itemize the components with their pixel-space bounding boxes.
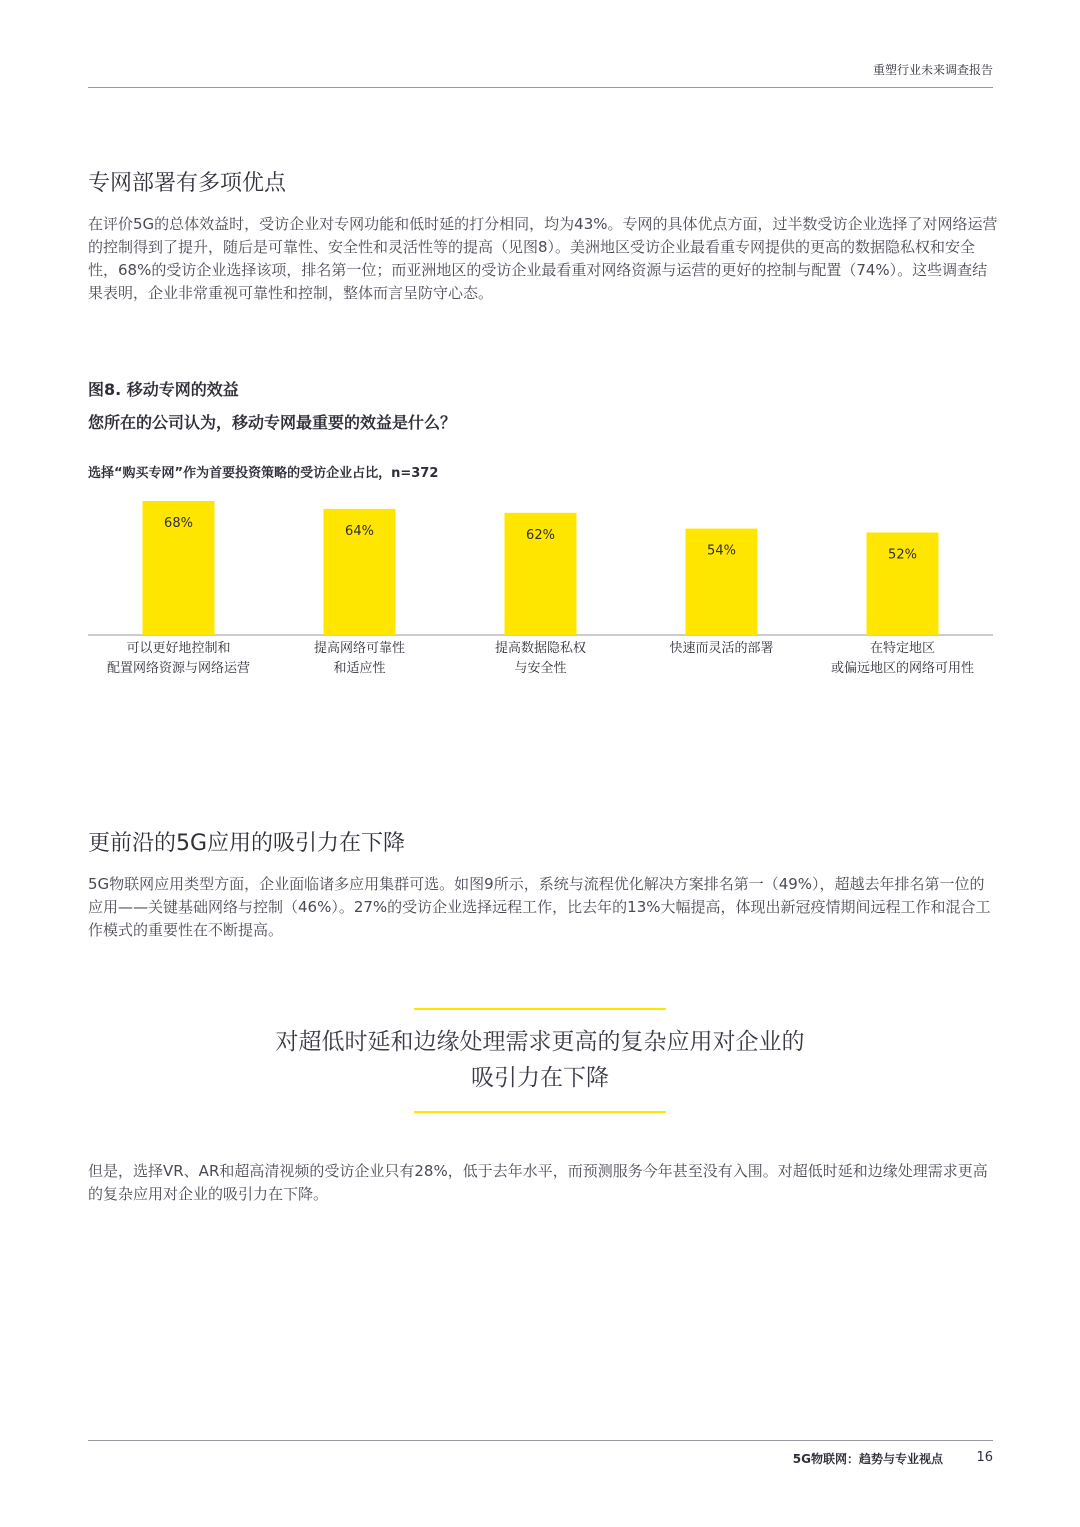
category-label-3-line-2: 与安全性 xyxy=(514,661,567,676)
section-heading-private-network: 专网部署有多项优点 xyxy=(88,171,287,196)
category-label-5 xyxy=(813,639,993,679)
figure-note: 选择“购买专网”作为首要投资策略的受访企业占比，n=372 xyxy=(88,466,439,481)
category-label-2-line-2: 和适应性 xyxy=(333,661,386,676)
category-label-4 xyxy=(632,639,812,659)
footer-divider xyxy=(88,1440,993,1441)
category-label-5-line-2: 或偏远地区的网络可用性 xyxy=(830,661,974,676)
section-paragraph-private-network: 在评价5G的总体效益时，受访企业对专网功能和低时延的打分相同，均为43%。专网的具体优点方面，过半数受访企业选择了对网络运营的控制得到了提升，随后是可靠性、安全性和灵活性等的提高（见图8）。美洲地区受访企业最看重专网提供的更高的数据隐私权和安全性，68%的受访企业选择该项，排名第一位；而亚洲地区的受访企业最看重对网络资源与运营的更好的控制与配置（74%）。这些调查结果表明，企业非常重视可靠性和控制，整体而言呈防守心态。 xyxy=(88,215,998,302)
pull-quote xyxy=(150,1024,930,1096)
quote-top-rule xyxy=(414,1008,666,1010)
section-paragraph-5g-apps: 5G物联网应用类型方面，企业面临诸多应用集群可选。如图9所示，系统与流程优化解决方案排名第一（49%），超越去年排名第一位的应用——关键基础网络与控制（46%）。27%的受访企业选择远程工作，比去年的13%大幅提高，体现出新冠疫情期间远程工作和混合工作模式的重要性在不断提高。 xyxy=(88,875,991,939)
category-label-3-line-1: 提高数据隐私权 xyxy=(494,641,586,656)
category-label-3 xyxy=(451,639,631,679)
category-label-1-line-2: 配置网络资源与网络运营 xyxy=(106,661,250,676)
bar-value-label-3: 62% xyxy=(526,527,555,543)
pull-quote-line-2: 吸引力在下降 xyxy=(471,1065,609,1091)
report-title: 重塑行业未来调查报告 xyxy=(872,63,993,77)
bar-value-label-1: 68% xyxy=(164,516,193,531)
bar-value-label-5: 52% xyxy=(888,547,917,563)
bar-value-label-2: 64% xyxy=(345,523,374,539)
quote-bottom-rule xyxy=(414,1111,666,1113)
category-label-5-line-1: 在特定地区 xyxy=(869,641,935,656)
category-label-2 xyxy=(270,639,450,679)
page-number: 16 xyxy=(976,1450,993,1465)
category-label-1-line-1: 可以更好地控制和 xyxy=(126,641,231,656)
category-label-4-line-1: 快速而灵活的部署 xyxy=(669,641,774,656)
header-divider xyxy=(88,87,993,88)
figure-question: 您所在的公司认为，移动专网最重要的效益是什么？ xyxy=(88,413,457,432)
section-heading-5g-apps: 更前沿的5G应用的吸引力在下降 xyxy=(88,831,406,856)
category-label-2-line-1: 提高网络可靠性 xyxy=(313,641,405,656)
pull-quote-line-1: 对超低时延和边缘处理需求更高的复杂应用对企业的 xyxy=(275,1029,805,1055)
bar-value-label-4: 54% xyxy=(707,543,736,559)
category-label-1 xyxy=(89,639,269,679)
figure-title: 图8. 移动专网的效益 xyxy=(88,380,239,399)
footer-title: 5G物联网：趋势与专业视点 xyxy=(792,1452,943,1466)
section-paragraph-complex-apps: 但是，选择VR、AR和超高清视频的受访企业只有28%，低于去年水平，而预测服务今年甚至没有入围。对超低时延和边缘处理需求更高的复杂应用对企业的吸引力在下降。 xyxy=(88,1162,988,1203)
